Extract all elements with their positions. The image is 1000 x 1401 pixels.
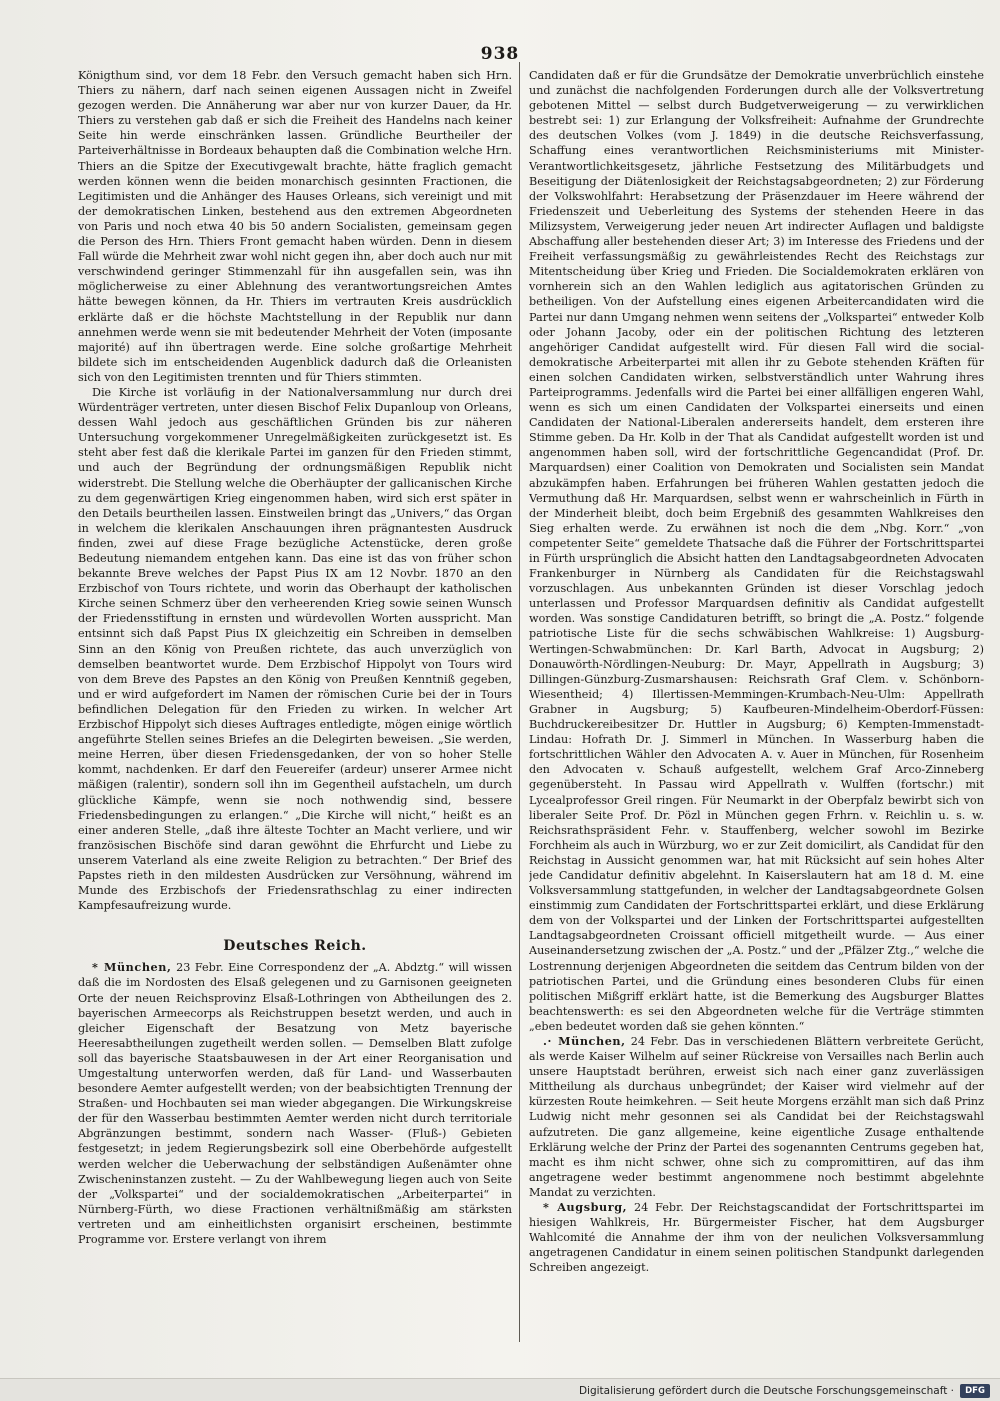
footer-bar bbox=[0, 1378, 1000, 1401]
article-dateline: * München, bbox=[92, 960, 172, 975]
column-divider bbox=[519, 62, 520, 1342]
article-text: 23 Febr. Eine Correspondenz der „A. Abdztg.“ will wissen daß die im Nordosten des Elsaß gelegenen und zu Garnisonen geeigneten Orte der neuen Reichsprovinz Elsaß-Lothringen von Abtheilungen des 2. bayerischen Armeecorps als Reichstruppen besetzt werden, und auch in gleicher Eigenschaft der Besatzung von Metz bayerische Heeresabtheilungen zugetheilt werden sollen. — Demselben Blatt zufolge soll das bayerische Staatsbauwesen in der Art einer Reorganisation und Umgestaltung unterworfen werden, daß für Land- und Wasserbauten besondere Aemter aufgestellt werden; von der beabsichtigten Trennung der Straßen- und Hochbauten sei man wieder abgegangen. Die Wirkungskreise der für den Wasserbau bestimmten Aemter werden nicht durch territoriale Abgränzungen bestimmt, sondern nach Wasser- (Fluß-) Gebieten festgesetzt; in jedem Regierungsbezirk soll eine Oberbehörde aufgestellt werden welcher die Ueberwachung der selbständigen Außenämter ohne Zwischeninstanzen zusteht. — Zu der Wahlbewegung liegen auch von Seite der „Volkspartei“ und der socialdemokratischen „Arbeiterpartei“ in Nürnberg-Fürth, wo diese Fractionen verhältnißmäßig am stärksten vertreten und am einheitlichsten organisirt erscheinen, bestimmte Programme vor. Erstere verlangt von ihrem bbox=[78, 961, 512, 1247]
right-column bbox=[529, 68, 984, 1358]
left-paragraph-2: Die Kirche ist vorläufig in der Nationalversammlung nur durch drei Würdenträger vertreten, unter diesen Bischof Felix Dupanloup von Orleans, dessen Wahl jedoch aus geschäftlichen Gründen bis zur näheren Untersuchung vorgekommener Unregelmäßigkeiten zurückgesetzt ist. Es steht aber fest daß die klerikale Partei im ganzen für den Frieden stimmt, und auch der Begründung der ordnungsmäßigen Republik nicht widerstrebt. Die Stellung welche die Oberhäupter der gallicanischen Kirche zu dem gegenwärtigen Krieg eingenommen haben, wird sich erst später in den Details beurtheilen lassen. Einstweilen bringt das „Univers,“ das Organ in welchem die klerikalen Anschauungen ihren prägnantesten Ausdruck finden, zwei auf diese Frage bezügliche Actenstücke, deren große Bedeutung niemandem entgehen kann. Das eine ist das von früher schon bekannte Breve welches der Papst Pius IX am 12 Novbr. 1870 an den Erzbischof von Tours richtete, und worin das Oberhaupt der katholischen Kirche seinen Schmerz über den verheerenden Krieg sowie seinen Wunsch der Friedensstiftung in ernsten und würdevollen Worten ausspricht. Man entsinnt sich daß Papst Pius IX gleichzeitig ein Schreiben in demselben Sinn an den König von Preußen richtete, das auch unverzüglich von demselben beantwortet wurde. Dem Erzbischof Hippolyt von Tours wird von dem Breve des Papstes an den König von Preußen Kenntniß gegeben, und er wird aufgefordert im Namen der römischen Curie bei der in Tours befindlichen Delegation für den Frieden zu wirken. In welcher Art Erzbischof Hippolyt sich dieses Auftrages entledigte, mögen einige wörtlich angeführte Stellen seines Briefes an die Delegirten beweisen. „Sie werden, meine Herren, über diesen Friedensgedanken, der von so hoher Stelle kommt, nachdenken. Er darf den Feuereifer (ardeur) unserer Armee nicht mäßigen (ralentir), sondern soll ihn im Gegentheil aufstacheln, um durch glückliche Kämpfe, wenn sie noch nothwendig sind, bessere Friedensbedingungen zu erlangen.“ „Die Kirche will nicht,“ heißt es an einer anderen Stelle, „daß ihre älteste Tochter an Macht verliere, und wir französischen Bischöfe sind daran gewöhnt die Ehrfurcht und Liebe zu unserem Vaterland als eine zweite Religion zu betrachten.“ Der Brief des Papstes rieth in den mildesten Ausdrücken zur Versöhnung, während im Munde des Erzbischofs der Friedensrathschlag zu einer indirecten Kampfesaufreizung wurde. bbox=[78, 385, 512, 913]
article-text: 24 Febr. Das in verschiedenen Blättern verbreitete Gerücht, als werde Kaiser Wilhelm auf seiner Rückreise von Versailles nach Berlin auch unsere Hauptstadt berühren, erweist sich nach einer ganz zuverlässigen Mittheilung als durchaus unbegründet; der Kaiser wird vielmehr auf der kürzesten Route heimkehren. — Seit heute Morgens erzählt man sich daß Prinz Ludwig nicht mehr gesonnen sei als Candidat bei der Reichstagswahl aufzutreten. Die ganz allgemeine, keine eigentliche Zusage enthaltende Erklärung welche der Prinz der Partei des sogenannten Centrums gegeben hat, macht es ihm nicht schwer, ohne sich zu compromittiren, auf das ihm angetragene weder bestimmt angenommene noch bestimmt abgelehnte Mandat zu verzichten. bbox=[529, 1035, 984, 1199]
article-muenchen-24 bbox=[529, 1034, 984, 1200]
right-paragraph-1: Candidaten daß er für die Grundsätze der Demokratie unverbrüchlich einstehe und zunächst die nachfolgenden Forderungen durch alle der Volksvertretung gebotenen Mittel — selbst durch Budgetverweigerung — zu verwirklichen bestrebt sei: 1) zur Erlangung der Volksfreiheit: Aufnahme der Grundrechte des deutschen Volkes (vom J. 1849) in die deutsche Reichsverfassung, Schaffung eines verantwortlichen Reichsministeriums mit Minister-Verantwortlichkeitsgesetz, jährliche Festsetzung des Militärbudgets und Beseitigung der Diätenlosigkeit der Reichstagsabgeordneten; 2) zur Förderung der Volkswohlfahrt: Herabsetzung der Präsenzdauer im Heere während der Friedenszeit und Ueberleitung des Systems der stehenden Heere in das Milizsystem, Verweigerung jeder neuen Art indirecter Auflagen und baldigste Abschaffung aller bestehenden dieser Art; 3) im Interesse des Friedens und der Freiheit verfassungsmäßig zu gewährleistendes Recht des Reichstags zur Mitentscheidung über Krieg und Frieden. Die Socialdemokraten erklären von vornherein sich an den Wahlen lediglich aus agitatorischen Gründen zu betheiligen. Von der Aufstellung eines eigenen Arbeitercandidaten wird die Partei nur dann Umgang nehmen wenn seitens der „Volkspartei“ entweder Kolb oder Johann Jacoby, oder ein der politischen Richtung des letzteren angehöriger Candidat aufgestellt wird. Für diesen Fall wird die social-demokratische Arbeiterpartei mit allen ihr zu Gebote stehenden Kräften für einen solchen Candidaten wirken, selbstverständlich unter Wahrung ihres Parteiprogramms. Jedenfalls wird die Partei bei einer allfälligen engeren Wahl, wenn es sich um einen Candidaten der Volkspartei einerseits und einen Candidaten der National-Liberalen andererseits handelt, dem ersteren ihre Stimme geben. Da Hr. Kolb in der That als Candidat aufgestellt worden ist und angenommen haben soll, wird der fortschrittliche Gegencandidat (Prof. Dr. Marquardsen) einer Coalition von Demokraten und Socialisten sein Mandat abzukämpfen haben. Erfahrungen bei früheren Wahlen gestatten jedoch die Vermuthung daß Hr. Marquardsen, selbst wenn er wahrscheinlich in Fürth in der Minderheit bleibt, doch beim Ergebniß des gesammten Wahlkreises den Sieg erhalten werde. Zu erwähnen ist noch die dem „Nbg. Korr.“ „von competenter Seite“ gemeldete Thatsache daß die Führer der Fortschrittspartei in Fürth ursprünglich die Absicht hatten den Landtagsabgeordneten Advocaten Frankenburger in Nürnberg als Candidaten für die Reichstagswahl vorzuschlagen. Aus unbekannten Gründen ist dieser Vorschlag jedoch unterlassen und Professor Marquardsen definitiv als Candidat aufgestellt worden. Was sonstige Candidaturen betrifft, so bringt die „A. Postz.“ folgende patriotische Liste für die sechs schwäbischen Wahlkreise: 1) Augsburg-Wertingen-Schwabmünchen: Dr. Karl Barth, Advocat in Augsburg; 2) Donauwörth-Nördlingen-Neuburg: Dr. Mayr, Appellrath in Augsburg; 3) Dillingen-Günzburg-Zusmarshausen: Reichsrath Graf Clem. v. Schönborn-Wiesentheid; 4) Illertissen-Memmingen-Krumbach-Neu-Ulm: Appellrath Grabner in Augsburg; 5) Kaufbeuren-Mindelheim-Oberdorf-Füssen: Buchdruckereibesitzer Dr. Huttler in Augsburg; 6) Kempten-Immenstadt-Lindau: Hofrath Dr. J. Simmerl in München. In Wasserburg haben die fortschrittlichen Wähler den Advocaten A. v. Auer in München, für Rosenheim den Advocaten v. Schauß aufgestellt, welchem Graf Arco-Zinneberg gegenübersteht. In Passau wird Appellrath v. Wulffen (fortschr.) mit Lycealprofessor Greil ringen. Für Neumarkt in der Oberpfalz bewirbt sich von liberaler Seite Prof. Dr. Pözl in München gegen Frhrn. v. Reichlin u. s. w. Reichsrathspräsident Fehr. v. Stauffenberg, welcher sowohl im Bezirke Forchheim als auch in Würzburg, wo er zur Zeit domicilirt, als Candidat für den Reichstag in Aussicht genommen war, hat mit Rücksicht auf sein hohes Alter jede Candidatur definitiv abgelehnt. In Kaiserslautern hat am 18 d. M. eine Volksversammlung stattgefunden, in welcher der Landtagsabgeordnete Golsen einstimmig zum Candidaten der Fortschrittspartei erklärt, und diese Erklärung dem von der Volkspartei und der Linken der Fortschrittspartei aufgestellten Landtagsabgeordneten Croissant officiell mitgetheilt wurde. — Aus einer Auseinandersetzung zwischen der „A. Postz.“ und der „Pfälzer Ztg.,“ welche die Lostrennung derjenigen Abgeordneten die seitdem das Centrum bilden von der patriotischen Partei, und die Gründung eines besonderen Clubs für einen politischen Mißgriff erklärt hatte, ist die Bemerkung des Augsburger Blattes beachtenswerth: es sei den Abgeordneten welche für die Verträge stimmten „eben bedeutet worden daß sie gehen könnten.“ bbox=[529, 69, 984, 1033]
section-heading: Deutsches Reich. bbox=[223, 938, 367, 955]
article-dateline: * Augsburg, bbox=[543, 1200, 628, 1215]
article-text: 24 Febr. Der Reichstagscandidat der Fortschrittspartei im hiesigen Wahlkreis, Hr. Bürgermeister Fischer, hat dem Augsburger Wahlcomité die Annahme der ihm von der neulichen Volksversammlung angetragenen Candidatur in einem seinen politischen Standpunkt darlegenden Schreiben angezeigt. bbox=[529, 1201, 984, 1275]
left-column bbox=[78, 68, 512, 1358]
footer-credit: Digitalisierung gefördert durch die Deutsche Forschungsgemeinschaft · bbox=[578, 1385, 954, 1397]
article-augsburg-24 bbox=[529, 1200, 984, 1275]
dfg-logo-icon[interactable]: DFG bbox=[960, 1384, 990, 1398]
article-muenchen-23 bbox=[78, 960, 512, 1247]
article-dateline: .· München, bbox=[543, 1034, 626, 1048]
page-number: 938 bbox=[480, 44, 520, 64]
left-paragraph-1: Königthum sind, vor dem 18 Febr. den Versuch gemacht haben sich Hrn. Thiers zu nähern, darf nach seinen eigenen Aussagen nicht in Zweifel gezogen werden. Die Annäherung war aber nur von kurzer Dauer, da Hr. Thiers zu verstehen gab daß er sich die Freiheit des Handelns nach keiner Seite hin werde einschränken lassen. Gründliche Beurtheiler der Parteiverhältnisse in Bordeaux behaupten daß die Combination welche Hrn. Thiers an die Spitze der Executivgewalt brachte, hätte fraglich gemacht werden können wenn die beiden monarchisch gesinnten Fractionen, die Legitimisten und die Anhänger des Hauses Orleans, sich vereinigt und mit der demokratischen Linken, bestehend aus den extremen Abgeordneten von Paris und noch etwa 40 bis 50 andern Socialisten, gemeinsam gegen die Person des Hrn. Thiers Front gemacht haben würden. Denn in diesem Fall würde die Mehrheit zwar wohl nicht gegen ihn, aber doch auch nur mit verschwindend geringer Stimmenzahl für ihn ausgefallen sein, was ihn möglicherweise zu einer Ablehnung des verantwortungsreichen Amtes hätte bewegen können, da Hr. Thiers im vertrauten Kreis ausdrücklich erklärte daß er die höchste Machtstellung in der Republik nur dann annehmen werde wenn sie mit bedeutender Mehrheit der Voten (imposante majorité) auf ihn übertragen werde. Eine solche großartige Mehrheit bildete sich im entscheidenden Augenblick dadurch daß die Orleanisten sich von den Legitimisten trennten und für Thiers stimmten. bbox=[78, 69, 512, 384]
